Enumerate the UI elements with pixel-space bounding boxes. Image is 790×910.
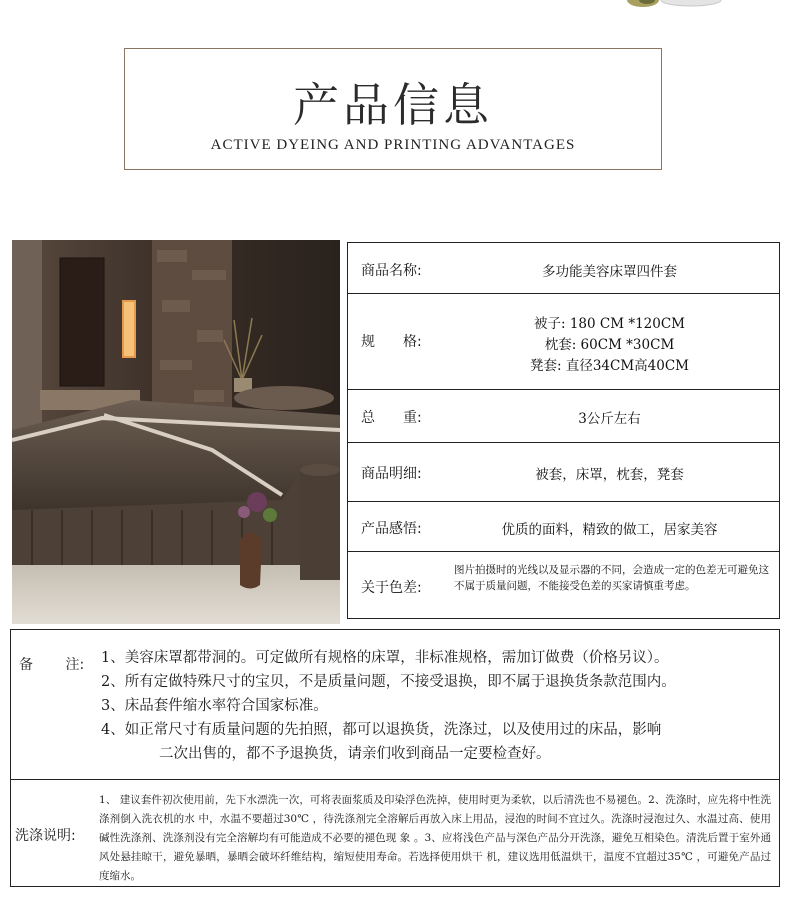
info-label: 规 格:: [361, 334, 422, 350]
list-item: 二次出售的，都不予退换货，请亲们收到商品一定要检查好。: [159, 746, 551, 762]
corner-decoration-icon: [625, 0, 725, 10]
spa-bed-photo-icon: [12, 240, 340, 624]
info-row-weight: [348, 390, 779, 443]
product-photo: [12, 240, 340, 624]
header-banner: [124, 48, 662, 170]
info-label: 商品明细:: [361, 466, 422, 482]
info-row-name: [348, 243, 779, 294]
notes-list: [101, 646, 771, 766]
info-row-feeling: [348, 502, 779, 552]
info-value: 凳套: 直径34CM高40CM: [529, 358, 689, 374]
washing-label: 洗涤说明:: [15, 828, 76, 844]
info-label: 关于色差:: [361, 580, 422, 596]
info-label: 总 重:: [361, 410, 422, 426]
divider: [11, 779, 779, 780]
page-subtitle: ACTIVE DYEING AND PRINTING ADVANTAGES: [210, 137, 576, 153]
info-label: 产品感悟:: [361, 521, 422, 537]
info-value: 优质的面料，精致的做工，居家美容: [501, 522, 718, 538]
info-value: 图片拍摄时的光线以及显示器的不同，会造成一定的色差无可避免这不属于质量问题，不能接受色差的买家请慎重考虑。: [454, 564, 769, 592]
list-item: 3、床品套件缩水率符合国家标准。: [101, 698, 328, 714]
notes-label: 备 注:: [19, 657, 85, 673]
info-row-spec: [348, 294, 779, 390]
info-value: 3公斤左右: [578, 411, 641, 427]
list-item: 2、所有定做特殊尺寸的宝贝，不是质量问题，不接受退换，即不属于退换货条款范围内。: [101, 674, 676, 690]
list-item: 1、美容床罩都带洞的。可定做所有规格的床罩，非标准规格，需加订做费（价格另议）。: [101, 650, 669, 666]
washing-text: 1、 建议套件初次使用前，先下水漂洗一次，可将表面浆质及印染浮色洗掉，使用时更为柔软，以后清洗也不易褪色。2、洗涤时，应先将中性洗涤剂倒入洗衣机的水 中，水温不要超过30℃ ，待洗涤剂完全溶解后再放入床上用品，浸泡的时间不宜过久。洗涤时浸泡过久、水温过高、使用碱性洗涤剂、洗涤剂没有完全溶解均有可能造成不必要的褪色现 象 。3、应将浅色产品与深色产品分开洗涤，避免互相染色。清洗后置于室外通风处悬挂晾干，避免暴晒，暴晒会破坏纤维结构，缩短使用寿命。若选择使用烘干 机，建议选用低温烘干，温度不宜超过35℃ ，可避免产品过度缩水。: [99, 794, 771, 882]
info-row-color: [348, 552, 779, 620]
product-info-table: [347, 242, 780, 619]
info-row-details: [348, 443, 779, 502]
page-title: 产品信息: [293, 78, 493, 132]
info-value: 枕套: 60CM *30CM: [544, 337, 675, 353]
info-value: 被子: 180 CM *120CM: [533, 316, 685, 332]
notes-section: [10, 629, 780, 887]
info-label: 商品名称:: [361, 263, 422, 279]
info-value: 被套，床罩，枕套，凳套: [535, 467, 684, 483]
info-value-group: [440, 314, 779, 377]
info-value: 多功能美容床罩四件套: [542, 264, 677, 280]
list-item: 4、如正常尺寸有质量问题的先拍照，都可以退换货，洗涤过，以及使用过的床品，影响: [101, 722, 662, 738]
